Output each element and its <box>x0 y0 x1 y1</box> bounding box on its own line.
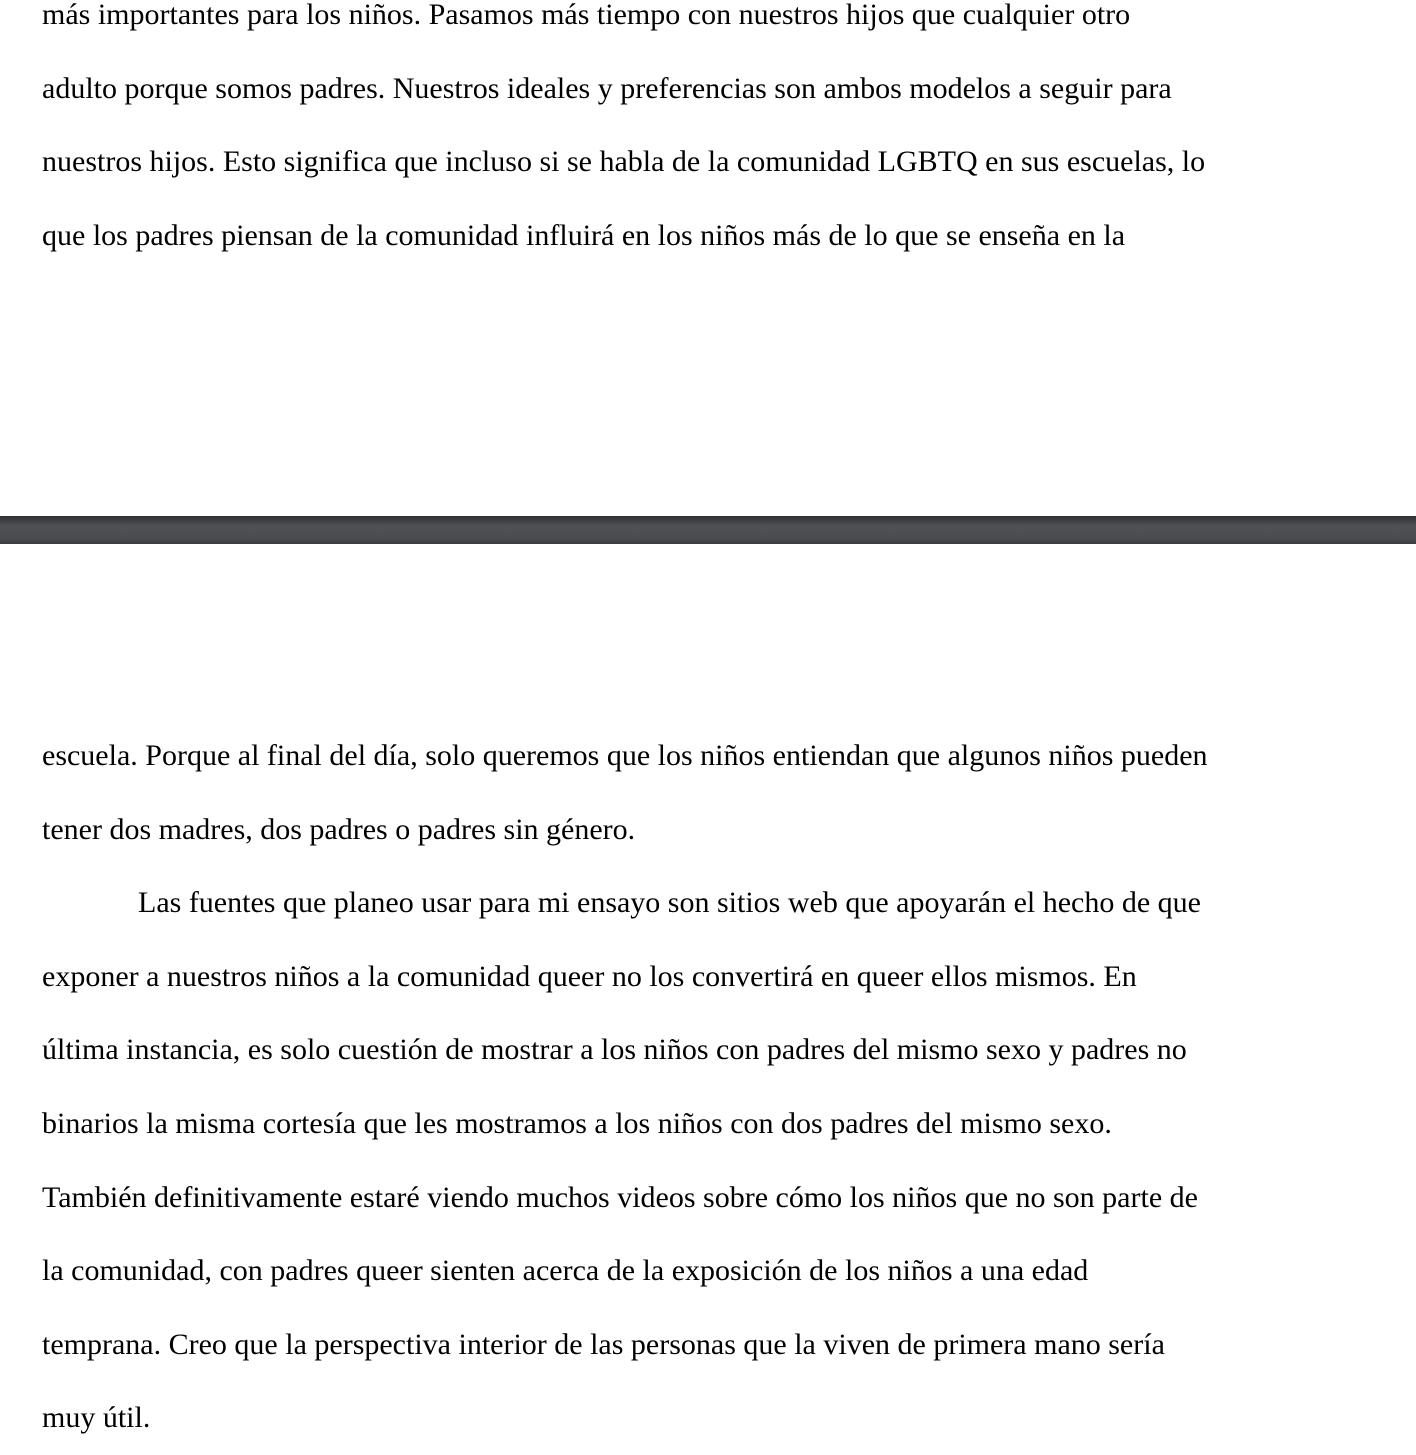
text-line: tener dos madres, dos padres o padres sin género. <box>42 812 636 846</box>
document-page-top <box>0 0 1416 516</box>
text-line: binarios la misma cortesía que les mostramos a los niños con dos padres del mismo sexo. <box>42 1106 1112 1140</box>
text-line: escuela. Porque al final del día, solo queremos que los niños entiendan que algunos niños pueden <box>42 739 1208 772</box>
paragraph-block <box>42 719 1342 1455</box>
text-line: más importantes para los niños. Pasamos más tiempo con nuestros hijos que cualquier otro <box>42 0 1131 31</box>
paragraph-continued <box>42 0 1342 272</box>
text-line: También definitivamente estaré viendo muchos videos sobre cómo los niños que no son parte de <box>42 1180 1198 1214</box>
document-page-bottom <box>0 544 1416 1452</box>
text-line: la comunidad, con padres queer sienten acerca de la exposición de los niños a una edad <box>42 1254 1089 1288</box>
text-line: que los padres piensan de la comunidad influirá en los niños más de lo que se enseña en la <box>42 218 1126 252</box>
text-line: temprana. Creo que la perspectiva interior de las personas que la viven de primera mano sería <box>42 1327 1165 1361</box>
text-line: adulto porque somos padres. Nuestros ideales y preferencias son ambos modelos a seguir para <box>42 71 1172 105</box>
text-line: muy útil. <box>42 1401 151 1435</box>
text-line: nuestros hijos. Esto significa que incluso si se habla de la comunidad LGBTQ en sus escuelas, lo <box>42 145 1206 179</box>
paragraph-first-line: Las fuentes que planeo usar para mi ensayo son sitios web que apoyarán el hecho de que <box>138 886 1201 920</box>
text-line: última instancia, es solo cuestión de mostrar a los niños con padres del mismo sexo y padres no <box>42 1033 1187 1067</box>
text-line: exponer a nuestros niños a la comunidad queer no los convertirá en queer ellos mismos. En <box>42 959 1137 993</box>
page-separator <box>0 516 1416 544</box>
